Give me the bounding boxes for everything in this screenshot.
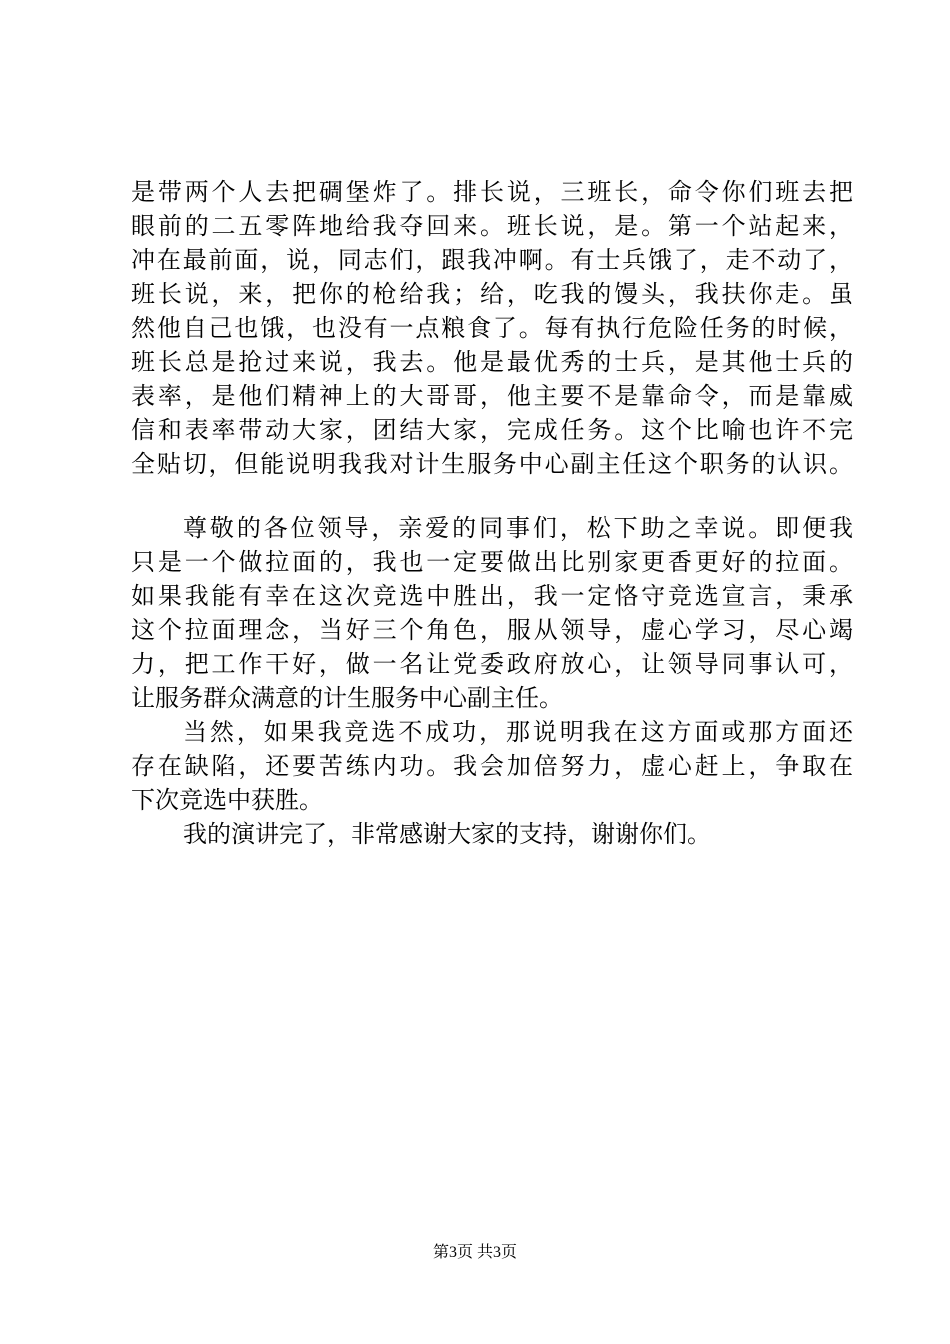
text-line: 当然，如果我竞选不成功，那说明我在这方面或那方面还: [183, 718, 853, 746]
text-line: 班长说，来，把你的枪给我；给，吃我的馒头，我扶你走。虽: [131, 280, 853, 308]
text-line: 这个拉面理念，当好三个角色，服从领导，虚心学习，尽心竭: [131, 616, 853, 644]
text-line: 信和表率带动大家，团结大家，完成任务。这个比喻也许不完: [131, 416, 853, 444]
paragraph-closing: [131, 817, 853, 851]
document-body: [131, 175, 853, 851]
text-line: 存在缺陷，还要苦练内功。我会加倍努力，虚心赶上，争取在: [131, 752, 853, 780]
text-line: 只是一个做拉面的，我也一定要做出比别家更香更好的拉面。: [131, 548, 853, 576]
paragraph-spacer: [131, 481, 853, 511]
text-line: 然他自己也饿，也没有一点粮食了。每有执行危险任务的时候，: [131, 314, 853, 342]
text-line: 下次竞选中获胜。: [131, 786, 323, 814]
text-line: 班长总是抢过来说，我去。他是最优秀的士兵，是其他士兵的: [131, 348, 853, 376]
text-line: 尊敬的各位领导，亲爱的同事们，松下助之幸说。即便我: [183, 514, 853, 542]
page-number-footer: 第3页 共3页: [432, 1244, 517, 1261]
text-line: 力，把工作干好，做一名让党委政府放心，让领导同事认可，: [131, 650, 853, 678]
paragraph-if-not-elected: [131, 715, 853, 817]
text-line: 全贴切，但能说明我我对计生服务中心副主任这个职务的认识。: [131, 450, 853, 478]
text-line: 如果我能有幸在这次竞选中胜出，我一定恪守竞选宣言，秉承: [131, 582, 853, 610]
text-line: 我的演讲完了，非常感谢大家的支持，谢谢你们。: [183, 820, 711, 848]
text-line: 让服务群众满意的计生服务中心副主任。: [131, 684, 563, 712]
paragraph-commitment: [131, 511, 853, 715]
text-line: 表率，是他们精神上的大哥哥，他主要不是靠命令，而是靠威: [131, 382, 853, 410]
text-line: 是带两个人去把碉堡炸了。排长说，三班长，命令你们班去把: [131, 178, 853, 206]
paragraph-analogy: [131, 175, 853, 481]
text-line: 眼前的二五零阵地给我夺回来。班长说，是。第一个站起来，: [131, 212, 853, 240]
text-line: 冲在最前面，说，同志们，跟我冲啊。有士兵饿了，走不动了，: [131, 246, 853, 274]
